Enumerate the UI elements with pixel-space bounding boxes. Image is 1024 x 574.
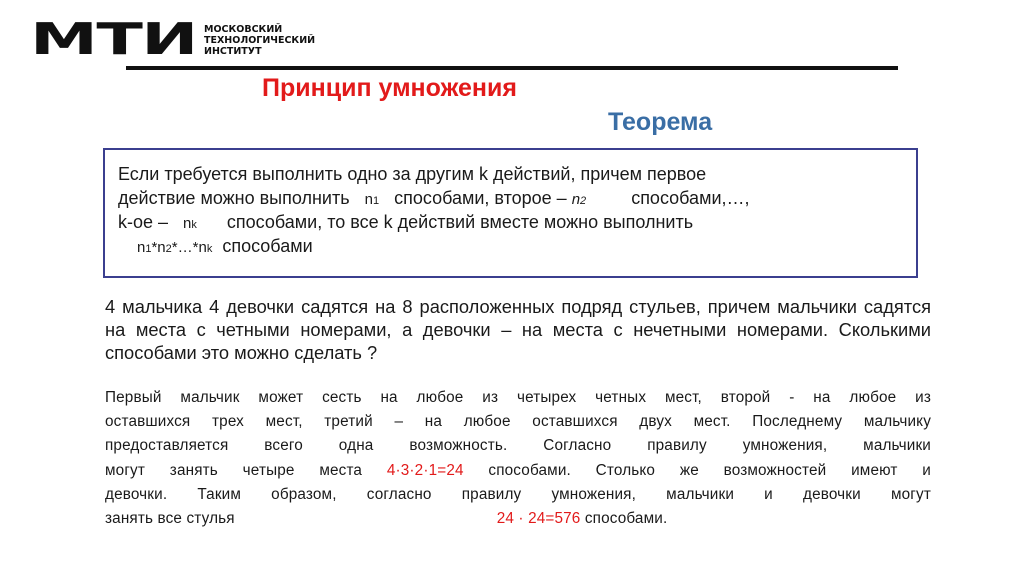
solution-line: девочки. Таким образом, согласно правилу умножения, мальчики и девочки могут <box>105 485 931 503</box>
theorem-formula: n1*n2*…*nk способами <box>137 236 313 256</box>
solution-line: занять все стулья 24 · 24=576 способами. <box>105 510 668 528</box>
solution-line: оставшихся трех мест, третий – на любое оставшихся двух мест. Последнему мальчику <box>105 413 931 431</box>
logo-line: ИНСТИТУТ <box>204 45 262 57</box>
logo-line: ТЕХНОЛОГИЧЕСКИЙ <box>204 34 316 46</box>
theorem-line: действие можно выполнить n1 способами, второе – n2 способами,…, <box>118 188 750 208</box>
logo-mark: МТИ <box>30 14 197 65</box>
logo-line: МОСКОВСКИЙ <box>204 23 283 35</box>
solution-text <box>105 386 931 531</box>
solution-line: Первый мальчик может сесть на любое из четырех четных мест, второй - на любое из <box>105 389 931 406</box>
problem-text: 4 мальчика 4 девочки садятся на 8 расположенных подряд стульев, причем мальчики садятся на места с четными номерами, а девочки – на места с нечетными номерами. Сколькими способами это можно сделать ? <box>105 296 931 363</box>
mti-logo <box>30 14 316 65</box>
final-result: 24 · 24=576 <box>496 510 581 528</box>
boys-result: 4·3·2·1=24 <box>386 461 464 479</box>
theorem-box <box>103 148 918 278</box>
solution-line: предоставляется всего одна возможность. Согласно правилу умножения, мальчики <box>105 437 931 455</box>
slide-subtitle: Теорема <box>608 108 713 136</box>
slide-title: Принцип умножения <box>262 74 517 102</box>
theorem-line: Если требуется выполнить одно за другим k действий, причем первое <box>118 164 707 184</box>
header-divider <box>126 66 898 70</box>
theorem-line: k-ое – nk способами, то все k действий вместе можно выполнить <box>118 212 694 232</box>
solution-line: могут занять четыре места 4·3·2·1=24 способами. Столько же возможностей имеют и <box>105 461 932 479</box>
